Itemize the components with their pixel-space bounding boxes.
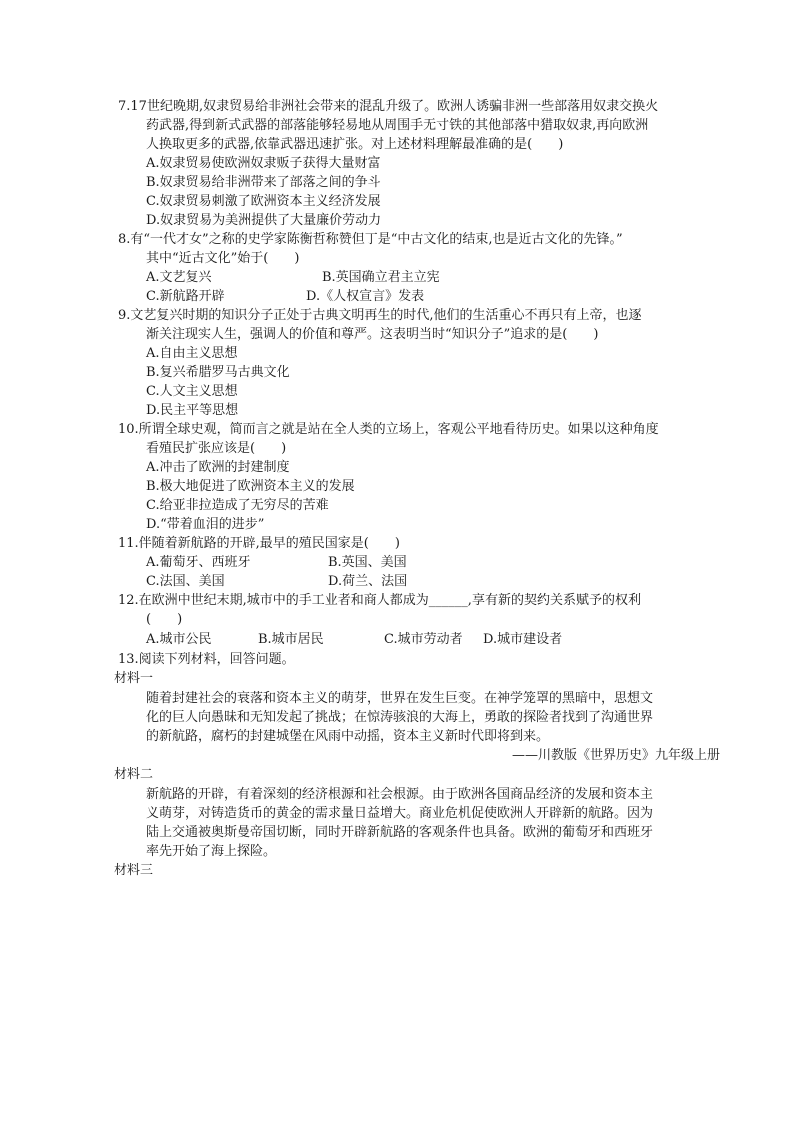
material-1-line-2: 化的巨人向愚昧和无知发起了挑战；在惊涛骇浪的大海上，勇敢的探险者找到了沟通世界: [146, 710, 654, 725]
question-10-stem-line-1: 10.所谓全球史观，简而言之就是站在全人类的立场上，客观公平地看待历史。如果以这种角度: [118, 422, 659, 437]
question-8-stem-line-1: 8.有“一代才女”之称的史学家陈衡哲称赞但丁是“中古文化的结束,也是近古文化的先锋。”: [118, 232, 623, 247]
material-3-title: 材料三: [114, 863, 154, 878]
question-8-options-row-1: [118, 268, 700, 287]
question-10-option-c: C.给亚非拉造成了无穷尽的苦难: [146, 498, 329, 513]
question-10-stem-line-2: 看殖民扩张应该是( ): [146, 441, 287, 456]
question-11-options-row-1: [118, 553, 700, 572]
question-8-stem-line-2: 其中“近古文化”始于( ): [146, 251, 300, 266]
question-7: [118, 97, 700, 230]
material-2-line-2: 义萌芽，对铸造货币的黄金的需求量日益增大。商业危机促使欧洲人开辟新的航路。因为: [146, 806, 654, 821]
question-11-option-d: D.荷兰、法国: [328, 574, 408, 589]
question-10-option-d: D.“带着血泪的进步”: [146, 517, 265, 532]
question-9: [118, 306, 700, 420]
question-8-option-c: C.新航路开辟: [146, 289, 225, 304]
material-1-line-1: [118, 689, 700, 708]
question-12-stem-line-2: ( ): [146, 612, 183, 627]
question-11-option-b: B.英国、美国: [328, 555, 407, 570]
question-12-options-row: [118, 629, 700, 650]
question-7-stem-line-3: 人换取更多的武器,依靠武器迅速扩张。对上述材料理解最准确的是( ): [146, 137, 564, 152]
question-7-stem-line-2: 药武器,得到新式武器的部落能够轻易地从周围手无寸铁的其他部落中猎取奴隶,再向欧洲: [146, 118, 649, 133]
question-10: [118, 420, 700, 534]
question-12-option-b: B.城市居民: [258, 632, 324, 647]
question-12-option-c: C.城市劳动者: [384, 632, 463, 647]
material-1-title: 材料一: [114, 671, 154, 686]
material-2-line-3: 陆上交通被奥斯曼帝国切断，同时开辟新航路的客观条件也具备。欧洲的葡萄牙和西班牙: [146, 825, 654, 840]
question-9-stem-line-1: 9.文艺复兴时期的知识分子正处于古典文明再生的时代,他们的生活重心不再只有上帝，也逐: [118, 308, 642, 323]
question-13: [114, 650, 720, 881]
question-12-stem-line-1: 12.在欧洲中世纪末期,城市中的手工业者和商人都成为______,享有新的契约关系赋予的权利: [118, 593, 641, 608]
material-1-line-3: 的新航路，腐朽的封建城堡在风雨中动摇，资本主义新时代即将到来。: [146, 729, 550, 744]
question-8-option-a: A.文艺复兴: [146, 270, 212, 285]
question-8: [118, 230, 700, 306]
material-2-line-4: 率先开始了海上探险。: [146, 844, 277, 859]
question-9-option-d: D.民主平等思想: [146, 403, 239, 418]
question-9-option-c: C.人文主义思想: [146, 384, 238, 399]
material-1-line-1-text: 随着封建社会的衰落和资本主义的萌芽，世界在发生巨变。在神学笼罩的黑暗中，思想文: [146, 691, 654, 706]
question-9-option-b: B.复兴希腊罗马古典文化: [146, 365, 290, 380]
question-7-stem-line-1: 7.17世纪晚期,奴隶贸易给非洲社会带来的混乱升级了。欧洲人诱骗非洲一些部落用奴隶交换火: [118, 99, 659, 114]
question-9-option-a: A.自由主义思想: [146, 346, 238, 361]
question-12-option-d: D.城市建设者: [483, 632, 563, 647]
question-11-options-row-2: [118, 572, 700, 591]
question-9-stem-line-2: 渐关注现实人生，强调人的价值和尊严。这表明当时“知识分子”追求的是( ): [146, 327, 599, 342]
material-1-source: ——川教版《世界历史》九年级上册: [511, 748, 720, 763]
question-8-option-d: D.《人权宣言》发表: [306, 289, 425, 304]
question-7-option-d: D.奴隶贸易为美洲提供了大量廉价劳动力: [146, 213, 382, 228]
question-7-option-a: A.奴隶贸易使欧洲奴隶贩子获得大量财富: [146, 156, 381, 171]
question-12-option-a: A.城市公民: [146, 632, 212, 647]
question-10-option-b: B.极大地促进了欧洲资本主义的发展: [146, 479, 355, 494]
question-10-option-a: A.冲击了欧洲的封建制度: [146, 460, 290, 475]
question-8-options-row-2: [118, 287, 700, 306]
question-7-option-b: B.奴隶贸易给非洲带来了部落之间的争斗: [146, 175, 381, 190]
exam-page: [114, 97, 720, 881]
question-11-stem-line-1: 11.伴随着新航路的开辟,最早的殖民国家是( ): [118, 536, 400, 551]
question-12: [118, 591, 700, 650]
question-7-option-c: C.奴隶贸易刺激了欧洲资本主义经济发展: [146, 194, 381, 209]
question-11-option-a: A.葡萄牙、西班牙: [146, 555, 251, 570]
question-8-option-b: B.英国确立君主立宪: [322, 270, 440, 285]
question-11-option-c: C.法国、美国: [146, 574, 225, 589]
material-2-title: 材料二: [114, 767, 154, 782]
question-13-title: 13.阅读下列材料，回答问题。: [118, 652, 295, 667]
material-2-line-1: 新航路的开辟，有着深刻的经济根源和社会根源。由于欧洲各国商品经济的发展和资本主: [146, 787, 654, 802]
question-11: [118, 534, 700, 591]
